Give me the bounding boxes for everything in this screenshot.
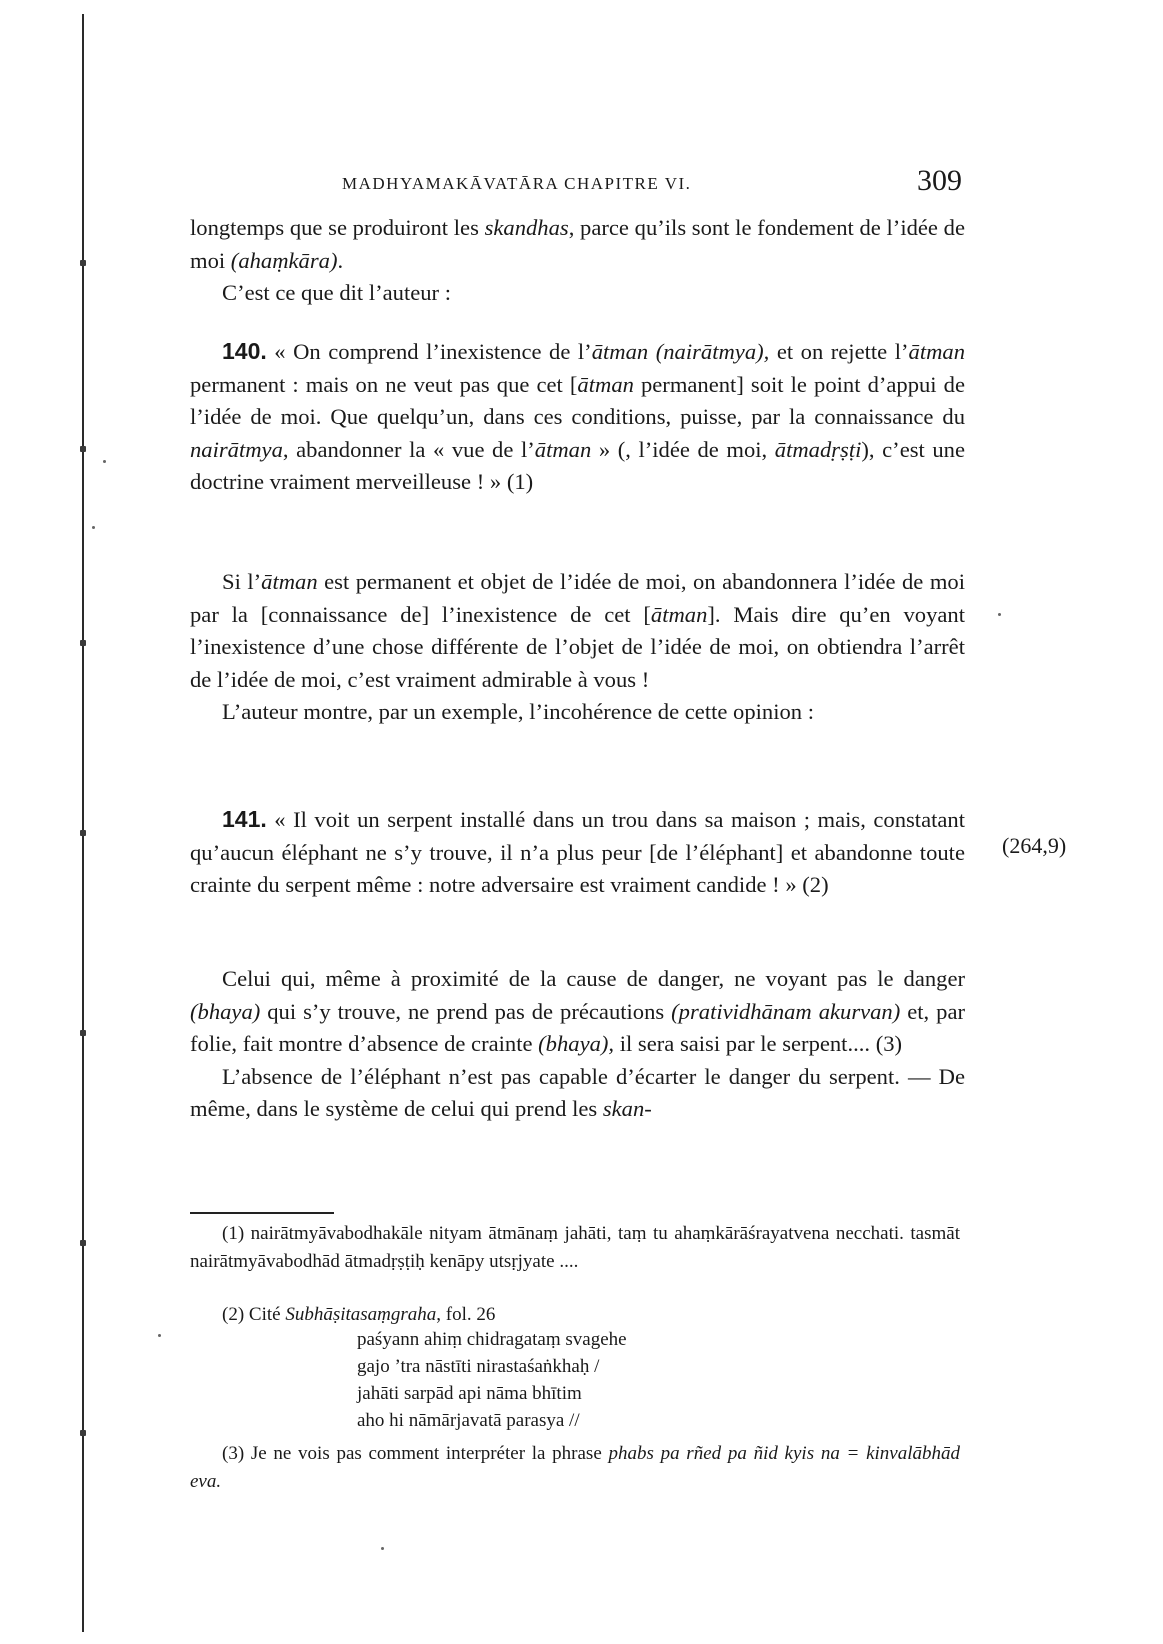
verse-141: 141. « Il voit un serpent installé dans un trou dans sa maison ; mais, constatant qu’aucun éléphant ne s’y trouve, il n’a plus peur [de l’éléphant] et abandonne toute crainte du serpent même : notre adversaire est vraiment candide ! » (2) xyxy=(190,806,965,897)
scan-speck xyxy=(92,526,95,529)
scan-speck xyxy=(103,460,106,463)
scan-speck xyxy=(998,613,1001,616)
binding-mark xyxy=(80,446,86,452)
sanskrit-verse-line: gajo ’tra nāstīti nirastaśaṅkhaḥ / xyxy=(357,1356,600,1377)
side-reference: (264,9) xyxy=(1002,833,1067,858)
footnote-3: (3) Je ne vois pas comment interpréter la phrase phabs pa rñed pa ñid kyis na = kinvalābhād eva. xyxy=(190,1443,960,1492)
binding-mark xyxy=(80,640,86,646)
opening-paragraph: longtemps que se produiront les skandhas, parce qu’ils sont le fondement de l’idée de moi (ahaṃkāra). C’est ce que dit l’auteur : xyxy=(190,212,965,310)
verse-number: 141. xyxy=(222,806,267,832)
scan-speck xyxy=(381,1547,384,1550)
page-binding-edge xyxy=(82,14,84,1632)
sanskrit-verse-line: jahāti sarpād api nāma bhītim xyxy=(357,1383,582,1404)
binding-mark xyxy=(80,830,86,836)
scan-speck xyxy=(158,1334,161,1337)
binding-mark xyxy=(80,260,86,266)
footnote-rule xyxy=(190,1212,334,1214)
author-intro: C’est ce que dit l’auteur : xyxy=(222,280,451,305)
commentary-141: Celui qui, même à proximité de la cause de danger, ne voyant pas le danger (bhaya) qui s’y trouve, ne prend pas de précautions (pratividhānam akurvan) et, par folie, fait montre d’absence de crainte (bhaya), il sera saisi par le serpent.... (3) L’absence de l’éléphant n’est pas capable d’écarter le danger du serpent. — De même, dans le système de celui qui prend les skan- xyxy=(190,966,965,1121)
binding-mark xyxy=(80,1240,86,1246)
sanskrit-verse-line: aho hi nāmārjavatā parasya // xyxy=(357,1410,580,1431)
commentary-140: Si l’ātman est permanent et objet de l’idée de moi, on abandonnera l’idée de moi par la [connaissance de] l’inexistence de cet [ātman]. Mais dire qu’en voyant l’inexistence d’une chose différente de l’objet de l’idée de moi, on obtiendra l’arrêt de l’idée de moi, c’est vraiment admirable à vous ! L’auteur montre, par un exemple, l’incohérence de cette opinion : xyxy=(190,569,965,724)
running-title: MADHYAMAKĀVATĀRA CHAPITRE VI. xyxy=(342,174,692,193)
binding-mark xyxy=(80,1430,86,1436)
page-header xyxy=(342,164,962,204)
footnote-2: (2) Cité Subhāṣitasaṃgraha, fol. 26 xyxy=(222,1304,496,1325)
footnote-1: (1) nairātmyāvabodhakāle nityam ātmānaṃ jahāti, taṃ tu ahaṃkārāśrayatvena necchati. tasmāt nairātmyāvabodhād ātmadṛṣṭiḥ kenāpy utsṛjyate .... xyxy=(190,1223,960,1272)
page-number: 309 xyxy=(917,164,962,197)
verse-number: 140. xyxy=(222,338,267,364)
verse-140: 140. « On comprend l’inexistence de l’ātman (nairātmya), et on rejette l’ātman permanent : mais on ne veut pas que cet [ātman permanent] soit le point d’appui de l’idée de moi. Que quelqu’un, dans ces conditions, puisse, par la connaissance du nairātmya, abandonner la « vue de l’ātman » (, l’idée de moi, ātmadṛṣṭi), c’est une doctrine vraiment merveilleuse ! » (1) xyxy=(190,338,966,494)
binding-mark xyxy=(80,1030,86,1036)
sanskrit-verse-line: paśyann ahiṃ chidragataṃ svagehe xyxy=(357,1329,627,1350)
